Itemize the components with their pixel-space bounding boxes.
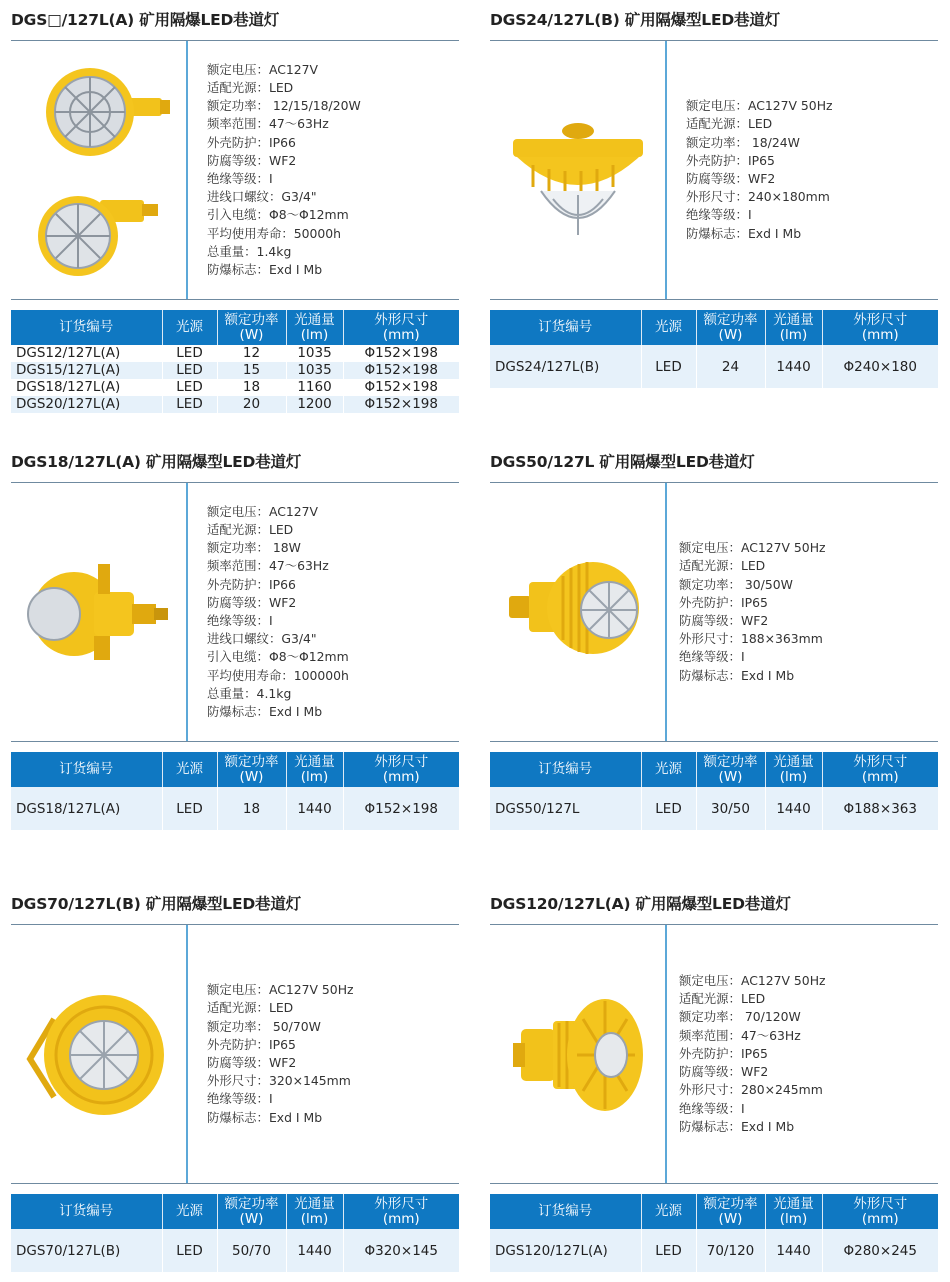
cell-model: DGS24/127L(B) [490,345,641,388]
cell-model: DGS20/127L(A) [11,396,162,413]
cell-source: LED [162,787,217,830]
cell-size: Φ188×363 [822,787,938,830]
header-flux: 光通量 (lm) [765,1194,822,1229]
spec-line: 额定电压：AC127V 50Hz [679,540,826,556]
spec-line: 绝缘等级：I [679,1100,745,1116]
header-size: 外形尺寸 (mm) [343,310,459,345]
cell-flux: 1035 [286,362,343,379]
header-flux: 光通量 (lm) [286,752,343,787]
cell-flux: 1035 [286,345,343,362]
spec-line: 防爆标志：Exd I Mb [679,1118,795,1134]
cell-size: Φ152×198 [343,345,459,362]
order-table [490,1194,938,1272]
cell-size: Φ320×145 [343,1229,459,1272]
lamp-large-icon [503,989,653,1119]
cell-model: DGS18/127L(A) [11,787,162,830]
spec-area [11,483,459,741]
cell-model: DGS18/127L(A) [11,379,162,396]
spec-line: 外形尺寸：320×145mm [207,1073,351,1089]
header-flux: 光通量 (lm) [765,752,822,787]
table-row [11,345,459,362]
cell-model: DGS120/127L(A) [490,1229,641,1272]
product-title: DGS70/127L(B) 矿用隔爆型LED巷道灯 [11,890,459,925]
separator [11,299,459,300]
cell-flux: 1440 [765,345,822,388]
product-dgs120-127l-a [490,890,938,1259]
spec-line: 额定电压：AC127V [207,503,318,519]
product-photo [11,483,186,741]
spec-line: 防腐等级：WF2 [686,171,776,186]
header-model: 订货编号 [11,752,162,787]
product-title: DGS50/127L 矿用隔爆型LED巷道灯 [490,448,938,483]
spec-line: 额定电压：AC127V 50Hz [686,98,833,114]
spec-line: 额定电压：AC127V [207,61,318,77]
cell-power: 50/70 [217,1229,286,1272]
cell-size: Φ152×198 [343,396,459,413]
cell-power: 12 [217,345,286,362]
spec-line: 外壳防护：IP65 [679,594,768,610]
cell-power: 18 [217,787,286,830]
product-dgs18-127l-a [11,448,459,817]
spec-list [686,41,931,299]
spec-line: 绝缘等级：I [679,649,745,665]
spec-line: 防腐等级：WF2 [679,613,769,628]
order-table [490,310,938,388]
spec-list [207,925,452,1183]
cell-size: Φ280×245 [822,1229,938,1272]
spec-line: 频率范围：47～63Hz [207,116,329,132]
spec-list [207,41,452,299]
spec-line: 适配光源：LED [207,521,294,537]
spec-line: 额定电压：AC127V 50Hz [207,982,354,998]
spec-line: 绝缘等级：I [207,1091,273,1107]
product-photo [490,41,665,299]
divider [665,41,667,299]
spec-line: 防腐等级：WF2 [679,1064,769,1080]
spec-line: 引入电缆：Φ8～Φ12mm [207,207,349,223]
table-row [11,396,459,413]
divider [186,925,188,1183]
cell-model: DGS70/127L(B) [11,1229,162,1272]
product-dgs-127l-a [11,6,459,412]
header-power: 额定功率 (W) [696,1194,765,1229]
cell-power: 18 [217,379,286,396]
table-row [490,345,938,388]
cell-flux: 1440 [286,1229,343,1272]
cell-source: LED [162,396,217,413]
cell-flux: 1160 [286,379,343,396]
product-title: DGS18/127L(A) 矿用隔爆型LED巷道灯 [11,448,459,483]
spec-line: 适配光源：LED [679,558,766,574]
header-source: 光源 [162,310,217,345]
header-model: 订货编号 [490,1194,641,1229]
divider [186,41,188,299]
spec-line: 适配光源：LED [207,79,294,95]
cell-source: LED [162,345,217,362]
spec-line: 适配光源：LED [686,116,773,132]
separator [490,299,938,300]
product-dgs24-127l-b [490,6,938,375]
spec-list [679,483,924,741]
spec-line: 频率范围：47～63Hz [679,1027,801,1043]
cell-power: 24 [696,345,765,388]
table-row [11,787,459,830]
product-photo [490,483,665,741]
header-power: 额定功率 (W) [217,310,286,345]
product-title: DGS□/127L(A) 矿用隔爆LED巷道灯 [11,6,459,41]
separator [11,741,459,742]
cell-source: LED [641,787,696,830]
spec-line: 外壳防护：IP65 [686,152,775,168]
spec-list [207,483,452,741]
table-row [490,1229,938,1272]
spec-line: 绝缘等级：I [207,171,273,186]
header-power: 额定功率 (W) [217,752,286,787]
header-flux: 光通量 (lm) [286,1194,343,1229]
spec-line: 进线口螺纹：G3/4" [207,189,317,205]
header-model: 订货编号 [490,310,641,345]
cell-source: LED [641,345,696,388]
cell-flux: 1200 [286,396,343,413]
spec-line: 总重量：4.1kg [207,685,292,701]
cell-power: 20 [217,396,286,413]
header-source: 光源 [162,752,217,787]
header-size: 外形尺寸 (mm) [822,752,938,787]
cell-power: 15 [217,362,286,379]
order-table [11,310,459,413]
spec-area [490,483,938,741]
header-size: 外形尺寸 (mm) [822,310,938,345]
spec-line: 外形尺寸：188×363mm [679,631,823,647]
spec-line: 外壳防护：IP65 [207,1036,296,1052]
lamp-dome-icon [503,95,653,245]
header-size: 外形尺寸 (mm) [343,1194,459,1229]
cell-source: LED [641,1229,696,1272]
divider [665,925,667,1183]
header-source: 光源 [641,310,696,345]
spec-line: 防爆标志：Exd I Mb [207,1109,323,1125]
lamp-cage-icon [24,50,174,290]
spec-line: 平均使用寿命：50000h [207,225,342,241]
spec-area [11,41,459,299]
product-title: DGS24/127L(B) 矿用隔爆型LED巷道灯 [490,6,938,41]
header-flux: 光通量 (lm) [286,310,343,345]
cell-source: LED [162,1229,217,1272]
divider [665,483,667,741]
spec-line: 外形尺寸：240×180mm [686,189,830,205]
header-source: 光源 [162,1194,217,1229]
spec-line: 进线口螺纹：G3/4" [207,631,317,647]
spec-line: 防爆标志：Exd I Mb [207,704,323,720]
product-photo [490,925,665,1183]
spec-line: 额定功率： 18W [207,540,301,556]
product-photo [11,925,186,1183]
table-row [490,787,938,830]
spec-line: 外壳防护：IP66 [207,576,296,592]
spec-line: 额定功率： 18/24W [686,134,800,150]
header-source: 光源 [641,752,696,787]
header-power: 额定功率 (W) [696,310,765,345]
table-row [11,1229,459,1272]
header-flux: 光通量 (lm) [765,310,822,345]
spec-line: 额定电压：AC127V 50Hz [679,973,826,989]
product-title: DGS120/127L(A) 矿用隔爆型LED巷道灯 [490,890,938,925]
header-power: 额定功率 (W) [696,752,765,787]
cell-flux: 1440 [765,1229,822,1272]
lamp-finned-icon [503,542,653,682]
spec-line: 防腐等级：WF2 [207,594,297,610]
cell-model: DGS50/127L [490,787,641,830]
order-table [11,752,459,830]
spec-line: 适配光源：LED [207,1000,294,1016]
spec-line: 防爆标志：Exd I Mb [207,262,323,278]
spec-line: 适配光源：LED [679,991,766,1007]
spec-line: 防爆标志：Exd I Mb [679,667,795,683]
separator [490,1183,938,1184]
cell-size: Φ152×198 [343,787,459,830]
separator [11,1183,459,1184]
cell-power: 70/120 [696,1229,765,1272]
product-photo [11,41,186,299]
spec-line: 外形尺寸：280×245mm [679,1082,823,1098]
spec-line: 绝缘等级：I [207,613,273,628]
header-source: 光源 [641,1194,696,1229]
product-dgs70-127l-b [11,890,459,1259]
lamp-round-icon [24,979,174,1129]
spec-line: 外壳防护：IP65 [679,1045,768,1061]
spec-line: 外壳防护：IP66 [207,134,296,150]
product-dgs50-127l [490,448,938,817]
cell-model: DGS12/127L(A) [11,345,162,362]
spec-line: 总重量：1.4kg [207,243,292,259]
spec-line: 频率范围：47～63Hz [207,558,329,574]
spec-area [490,41,938,299]
spec-area [490,925,938,1183]
cell-flux: 1440 [286,787,343,830]
table-row [11,362,459,379]
spec-list [679,925,924,1183]
spec-line: 额定功率： 70/120W [679,1009,801,1025]
lamp-compact-icon [24,552,174,672]
cell-source: LED [162,362,217,379]
cell-flux: 1440 [765,787,822,830]
divider [186,483,188,741]
header-power: 额定功率 (W) [217,1194,286,1229]
spec-line: 额定功率： 12/15/18/20W [207,98,361,114]
header-model: 订货编号 [11,1194,162,1229]
spec-line: 额定功率： 50/70W [207,1018,321,1034]
separator [490,741,938,742]
spec-line: 平均使用寿命：100000h [207,667,349,683]
header-model: 订货编号 [490,752,641,787]
header-model: 订货编号 [11,310,162,345]
table-row [11,379,459,396]
spec-line: 防腐等级：WF2 [207,1055,297,1070]
header-size: 外形尺寸 (mm) [343,752,459,787]
cell-model: DGS15/127L(A) [11,362,162,379]
spec-line: 防腐等级：WF2 [207,152,297,168]
spec-line: 引入电缆：Φ8～Φ12mm [207,649,349,665]
spec-line: 额定功率： 30/50W [679,576,793,592]
header-size: 外形尺寸 (mm) [822,1194,938,1229]
cell-size: Φ240×180 [822,345,938,388]
spec-line: 绝缘等级：I [686,207,752,223]
order-table [11,1194,459,1272]
cell-size: Φ152×198 [343,379,459,396]
cell-power: 30/50 [696,787,765,830]
order-table [490,752,938,830]
spec-line: 防爆标志：Exd I Mb [686,225,802,241]
cell-source: LED [162,379,217,396]
spec-area [11,925,459,1183]
cell-size: Φ152×198 [343,362,459,379]
